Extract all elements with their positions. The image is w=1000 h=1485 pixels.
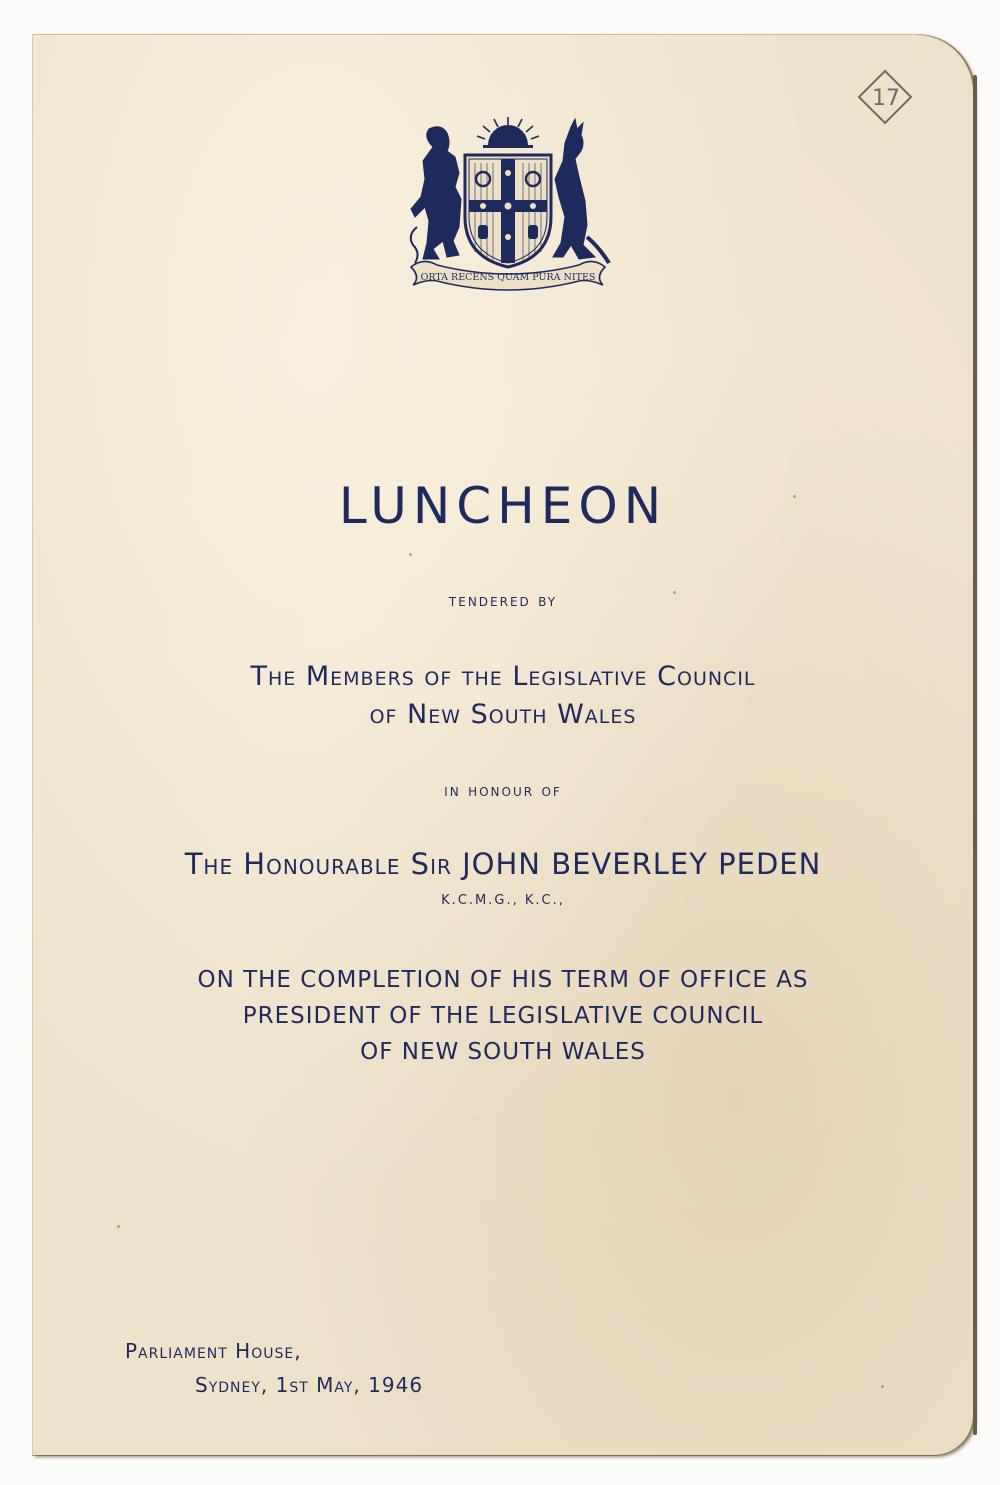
hosts-line-1: The Members of the Legislative Council xyxy=(250,661,756,692)
occasion-line-1: ON THE COMPLETION OF HIS TERM OF OFFICE AS xyxy=(197,967,809,993)
honoree-name: The Honourable Sir JOHN BEVERLEY PEDEN xyxy=(184,847,822,881)
menu-card xyxy=(32,34,973,1455)
occasion-line-2: PRESIDENT OF THE LEGISLATIVE COUNCIL xyxy=(242,1003,764,1029)
paper-speck xyxy=(881,1385,884,1388)
paper-speck xyxy=(673,591,676,594)
page-title: LUNCHEON xyxy=(338,477,668,535)
card-edge xyxy=(973,75,977,1435)
honoree-honours: K.C.M.G., K.C., xyxy=(441,893,565,908)
pencil-mark-icon xyxy=(855,67,915,127)
occasion-line-3: OF NEW SOUTH WALES xyxy=(360,1039,646,1065)
paper-speck xyxy=(793,495,796,498)
in-honour-of-label: in honour of xyxy=(444,781,562,801)
venue-place: Parliament House, xyxy=(125,1339,302,1363)
paper-speck xyxy=(409,553,412,556)
pencil-mark-number: 17 xyxy=(872,86,900,111)
coat-of-arms-icon xyxy=(403,117,613,292)
paper-speck xyxy=(117,1225,120,1228)
crest-motto: ORTA RECENS QUAM PURA NITES xyxy=(420,272,596,283)
venue-date: Sydney, 1st May, 1946 xyxy=(195,1373,424,1397)
hosts-line-2: of New South Wales xyxy=(369,699,637,730)
tendered-by-label: tendered by xyxy=(448,591,558,611)
